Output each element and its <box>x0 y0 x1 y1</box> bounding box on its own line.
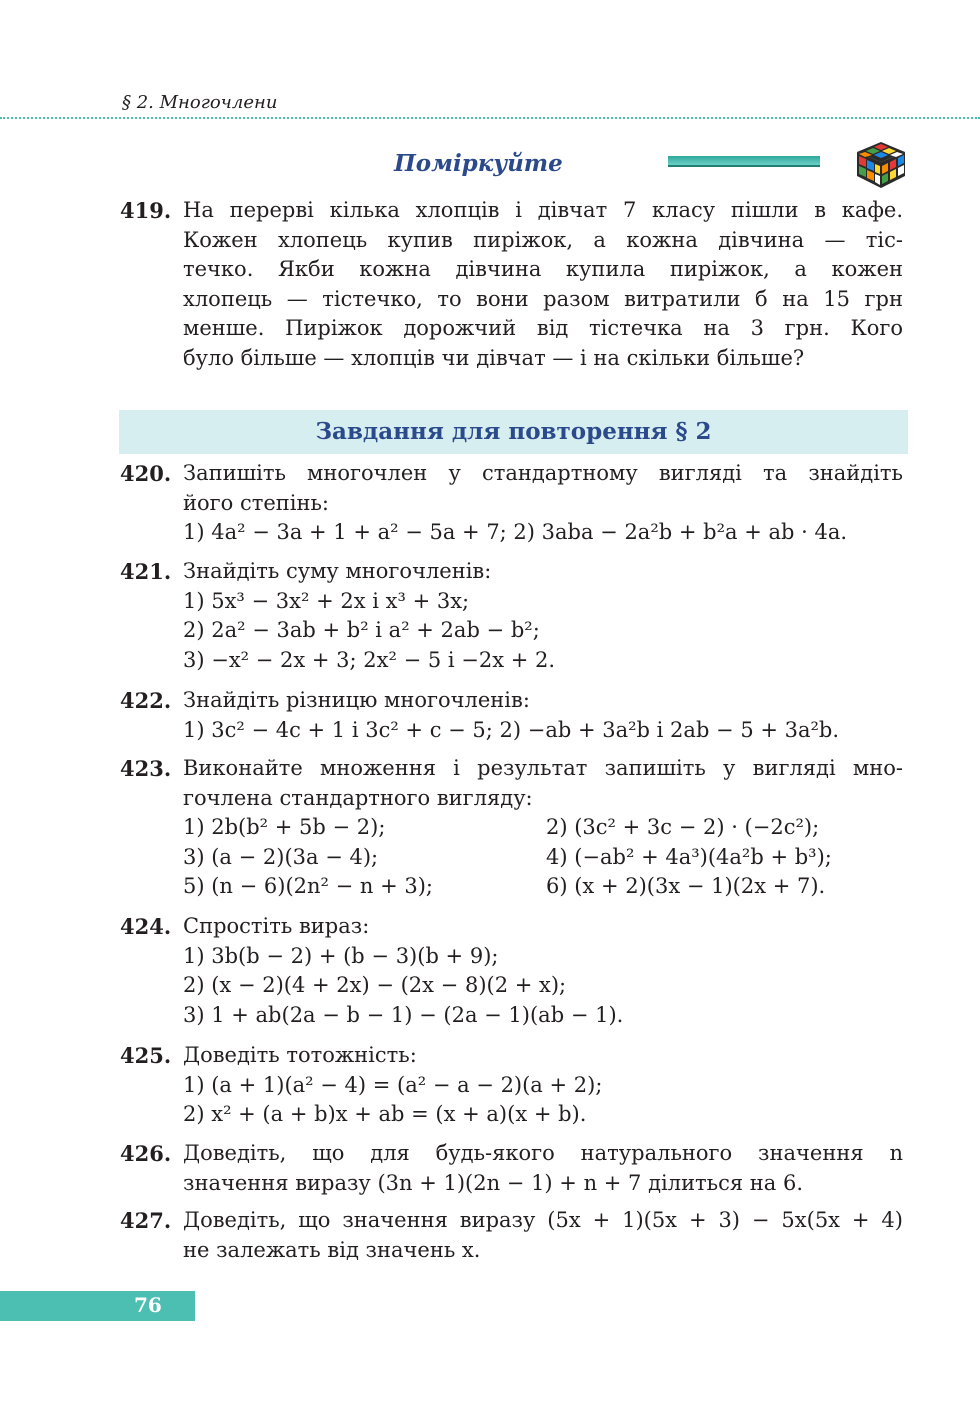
problem-text-line: Запишіть многочлен у стандартному вигляді та знайдіть <box>183 461 903 485</box>
expression-item: 2) 2a² − 3ab + b² і a² + 2ab − b²; <box>183 618 540 642</box>
problem-text-line: Виконайте множення і результат запишіть у вигляді мно- <box>183 756 903 780</box>
problem-423 <box>120 754 903 902</box>
problem-425 <box>120 1041 903 1130</box>
expression-item: 3) (a − 2)(3a − 4); <box>183 844 379 869</box>
expression-item: 2) (3c² + 3c − 2) · (−2c²); <box>546 815 820 839</box>
problem-427 <box>120 1206 903 1265</box>
expression-item: 3) −x² − 2x + 3; 2x² − 5 і −2x + 2. <box>183 647 556 672</box>
expression-item: 6) (x + 2)(3x − 1)(2x + 7). <box>546 874 826 898</box>
problem-426 <box>120 1139 903 1198</box>
expression-item: 4) (−ab² + 4a³)(4a²b + b³); <box>546 844 832 869</box>
problem-text-line: Доведіть, що для будь-якого натурального значення n <box>183 1141 903 1165</box>
problem-number: 425. <box>120 1043 172 1068</box>
page-number-tab <box>0 1291 195 1321</box>
problem-text-line: менше. Пиріжок дорожчий від тістечка на 3 грн. Кого <box>183 316 903 340</box>
problem-421 <box>120 557 903 675</box>
dotted-divider <box>0 117 980 119</box>
problem-422 <box>120 686 903 745</box>
problem-424 <box>120 912 903 1030</box>
problem-number: 426. <box>120 1141 172 1166</box>
think-section-title: Поміркуйте <box>394 150 563 177</box>
problem-number: 424. <box>120 914 172 939</box>
problem-number: 427. <box>120 1208 172 1233</box>
problem-text-line: його степінь: <box>183 490 329 515</box>
review-section-header <box>119 410 908 454</box>
expression-item: 1) 5x³ − 3x² + 2x і x³ + 3x; <box>183 588 470 613</box>
problem-text-line: Доведіть тотожність: <box>183 1043 417 1067</box>
problem-text-line: гочлена стандартного вигляду: <box>183 785 533 810</box>
expression-item: 1) 3b(b − 2) + (b − 3)(b + 9); <box>183 943 499 968</box>
problem-number: 421. <box>120 559 172 584</box>
expression-item: 1) (a + 1)(a² − 4) = (a² − a − 2)(a + 2); <box>183 1072 603 1097</box>
problem-text-line: Знайдіть суму многочленів: <box>183 559 492 583</box>
problem-text-line: хлопець — тістечко, то вони разом витратили б на 15 грн <box>183 286 903 311</box>
rubiks-cube-icon <box>855 140 907 190</box>
expression-item: 1) 4a² − 3a + 1 + a² − 5a + 7; 2) 3aba − 2a²b + b²a + ab · 4a. <box>183 520 848 544</box>
expression-item: 2) x² + (a + b)x + ab = (x + a)(x + b). <box>183 1102 587 1126</box>
problem-text-line: значення виразу (3n + 1)(2n − 1) + n + 7 ділиться на 6. <box>183 1170 804 1195</box>
problem-number: 419. <box>120 198 172 223</box>
problem-420 <box>120 459 903 548</box>
expression-item: 3) 1 + ab(2a − b − 1) − (2a − 1)(ab − 1). <box>183 1002 624 1027</box>
review-section-title: Завдання для повторення § 2 <box>315 418 712 445</box>
problem-text-line: не залежать від значень x. <box>183 1237 481 1262</box>
expression-item: 2) (x − 2)(4 + 2x) − (2x − 8)(2 + x); <box>183 973 567 997</box>
problem-text-line: Знайдіть різницю многочленів: <box>183 688 530 712</box>
expression-item: 1) 2b(b² + 5b − 2); <box>183 815 386 839</box>
page-number: 76 <box>134 1293 162 1317</box>
running-head: § 2. Многочлени <box>122 92 278 113</box>
problem-text-line: Спростіть вираз: <box>183 914 370 938</box>
expression-item: 5) (n − 6)(2n² − n + 3); <box>183 874 433 898</box>
problem-text-line: течко. Якби кожна дівчина купила пиріжок, а кожен <box>183 257 903 281</box>
problem-text-line: Кожен хлопець купив пиріжок, а кожна дівчина — тіс- <box>183 227 903 252</box>
problem-text-line: На перерві кілька хлопців і дівчат 7 класу пішли в кафе. <box>183 198 903 222</box>
problem-text-line: було більше — хлопців чи дівчат — і на скільки більше? <box>183 345 805 370</box>
problem-number: 422. <box>120 688 172 713</box>
problem-number: 423. <box>120 756 172 781</box>
decorative-bar <box>668 156 820 167</box>
problem-text-line: Доведіть, що значення виразу (5x + 1)(5x + 3) − 5x(5x + 4) <box>183 1208 903 1232</box>
problem-419 <box>120 196 903 373</box>
problem-number: 420. <box>120 461 172 486</box>
expression-item: 1) 3c² − 4c + 1 і 3c² + c − 5; 2) −ab + 3a²b і 2ab − 5 + 3a²b. <box>183 717 840 742</box>
